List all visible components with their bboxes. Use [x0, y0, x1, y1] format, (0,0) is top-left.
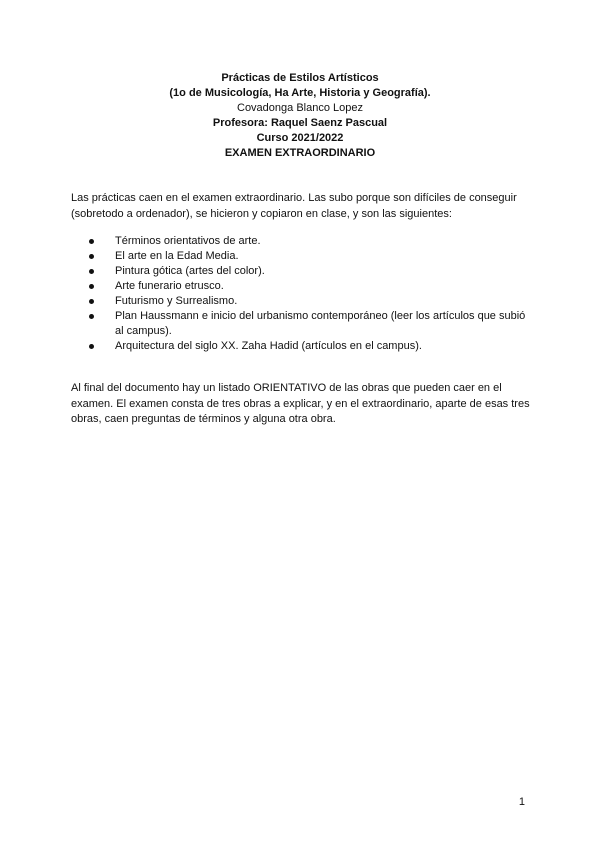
list-item-text: Arte funerario etrusco.: [115, 280, 224, 292]
bullet-icon: [89, 344, 94, 349]
list-item: [71, 279, 533, 294]
list-item-text: Plan Haussmann e inicio del urbanismo contemporáneo (leer los artículos que subió al campus).: [115, 310, 526, 337]
course-subtitle: (1o de Musicología, Ha Arte, Historia y Geografía).: [169, 87, 431, 99]
list-item-text: Arquitectura del siglo XX. Zaha Hadid (artículos en el campus).: [115, 340, 422, 352]
list-item-text: Términos orientativos de arte.: [115, 235, 261, 247]
author-name: Covadonga Blanco Lopez: [237, 102, 363, 114]
bullet-icon: [89, 269, 94, 274]
list-item: [71, 294, 533, 309]
closing-paragraph: Al final del documento hay un listado ORIENTATIVO de las obras que pueden caer en el examen. El examen consta de tres obras a explicar, y en el extraordinario, aparte de esas tres obras, caen preguntas de términos y alguna otra obra.: [71, 382, 530, 425]
document-header: [0, 71, 600, 161]
list-item: [71, 309, 533, 339]
list-item: [71, 264, 533, 279]
bullet-icon: [89, 299, 94, 304]
bullet-icon: [89, 254, 94, 259]
topics-list: [71, 234, 533, 354]
intro-paragraph: [71, 191, 533, 222]
academic-year: Curso 2021/2022: [256, 132, 344, 144]
intro-text: Las prácticas caen en el examen extraordinario. Las subo porque son difíciles de conseguir (sobretodo a ordenador), se hicieron y copiaron en clase, y son las siguientes:: [71, 192, 517, 220]
exam-title: EXAMEN EXTRAORDINARIO: [224, 147, 376, 159]
page-number: 1: [518, 796, 525, 808]
bullet-icon: [89, 239, 94, 244]
professor-name: Profesora: Raquel Saenz Pascual: [212, 117, 388, 129]
list-item: [71, 249, 533, 264]
list-item: [71, 234, 533, 249]
course-title: Prácticas de Estilos Artísticos: [221, 72, 379, 84]
list-item-text: Futurismo y Surrealismo.: [115, 295, 238, 307]
list-item: [71, 339, 533, 354]
list-item-text: El arte en la Edad Media.: [115, 250, 239, 262]
bullet-icon: [89, 314, 94, 319]
bullet-icon: [89, 284, 94, 289]
list-item-text: Pintura gótica (artes del color).: [115, 265, 265, 277]
